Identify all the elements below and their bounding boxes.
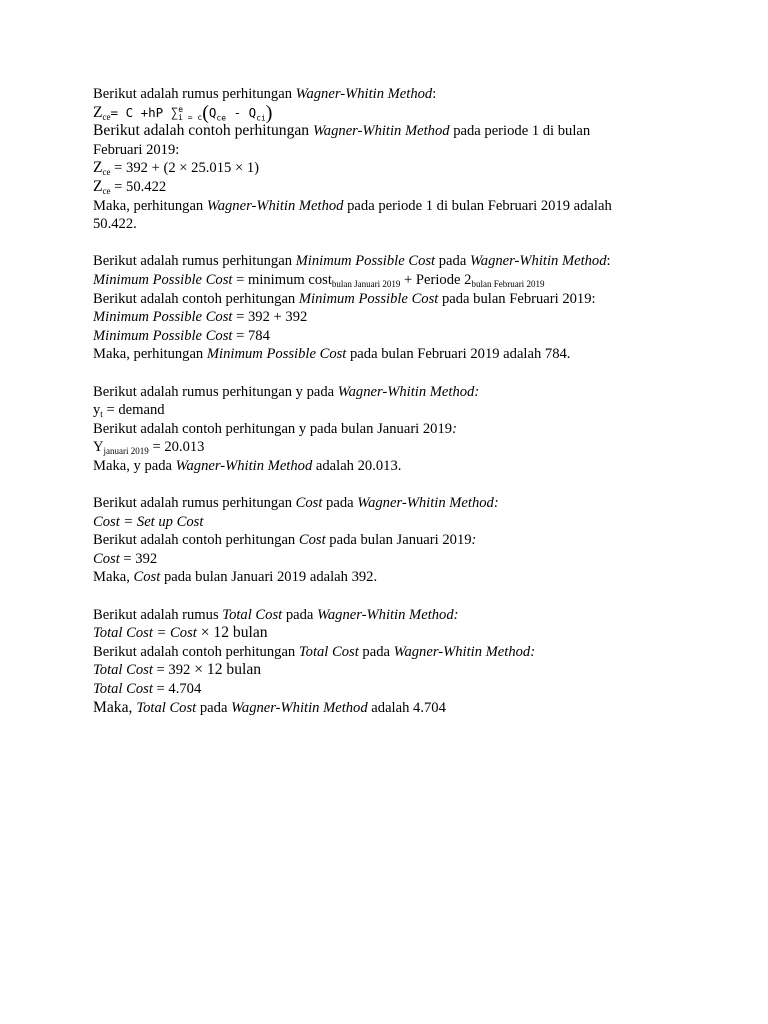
mpc-intro: Berikut adalah rumus perhitungan Minimum Possible Cost pada Wagner-Whitin Method: bbox=[93, 253, 611, 270]
section-gap bbox=[93, 364, 653, 383]
wagner-formula-intro: Berikut adalah rumus perhitungan Wagner-Whitin Method: bbox=[93, 86, 437, 102]
total-formula: Total Cost = Cost × 12 bulan bbox=[93, 624, 268, 642]
mpc-conclusion: Maka, perhitungan Minimum Possible Cost pada bulan Februari 2019 adalah 784. bbox=[93, 346, 571, 363]
mpc-calc-2: Minimum Possible Cost = 784 bbox=[93, 327, 270, 344]
wagner-example-intro-cont: Februari 2019: bbox=[93, 141, 180, 158]
demand-intro: Berikut adalah rumus perhitungan y pada Wagner-Whitin Method: bbox=[93, 383, 480, 400]
mpc-example-intro: Berikut adalah contoh perhitungan Minimum Possible Cost pada bulan Februari 2019: bbox=[93, 290, 596, 307]
wagner-conclusion: Maka, perhitungan Wagner-Whitin Method pada periode 1 di bulan Februari 2019 adalah bbox=[93, 197, 612, 214]
total-example-intro: Berikut adalah contoh perhitungan Total Cost pada Wagner-Whitin Method: bbox=[93, 643, 536, 660]
mpc-calc-1: Minimum Possible Cost = 392 + 392 bbox=[93, 309, 308, 326]
cost-example-intro: Berikut adalah contoh perhitungan Cost pada bulan Januari 2019: bbox=[93, 532, 477, 549]
section-gap bbox=[93, 587, 653, 606]
wagner-conclusion-cont: 50.422. bbox=[93, 216, 137, 233]
wagner-calc-1: $Z_{ce} = 392 + (2 \times 25.015 \times 1)$ bbox=[93, 159, 259, 178]
demand-conclusion: Maka, y pada Wagner-Whitin Method adalah 20.013. bbox=[93, 457, 402, 474]
mpc-formula: Minimum Possible Cost = minimum cost$_{bulan Januari 2019}$ + Periode $2_{bulan Februari 2019}$ bbox=[93, 271, 545, 289]
demand-calc: $Y_{januari 2019} = 20.013$ bbox=[93, 439, 205, 457]
demand-formula: $y_t$ = demand bbox=[93, 402, 165, 420]
wagner-example-intro: Berikut adalah contoh perhitungan Wagner-Whitin Method pada periode 1 di bulan bbox=[93, 122, 591, 140]
wagner-calc-2: $Z_{ce} = 50.422$ bbox=[93, 177, 167, 196]
cost-conclusion: Maka, Cost pada bulan Januari 2019 adalah 392. bbox=[93, 569, 378, 586]
wagner-formula: $Z_{ce}= C +hP$ $\sum^e_{i = c}(Q_{ce} - Q_{ci})$ bbox=[93, 101, 273, 124]
cost-intro: Berikut adalah rumus perhitungan Cost pada Wagner-Whitin Method: bbox=[93, 495, 499, 512]
cost-calc: Cost = 392 bbox=[93, 550, 158, 567]
demand-example-intro: Berikut adalah contoh perhitungan y pada bulan Januari 2019: bbox=[93, 420, 457, 437]
total-calc-1: Total Cost = 392 × 12 bulan bbox=[93, 661, 262, 679]
total-conclusion: Maka, Total Cost pada Wagner-Whitin Method adalah 4.704 bbox=[93, 698, 446, 716]
section-gap bbox=[93, 234, 653, 253]
document-body bbox=[93, 85, 653, 717]
total-calc-2: Total Cost = 4.704 bbox=[93, 681, 202, 697]
section-gap bbox=[93, 475, 653, 494]
cost-formula: Cost = Set up Cost bbox=[93, 513, 204, 530]
total-intro: Berikut adalah rumus Total Cost pada Wagner-Whitin Method: bbox=[93, 606, 459, 623]
